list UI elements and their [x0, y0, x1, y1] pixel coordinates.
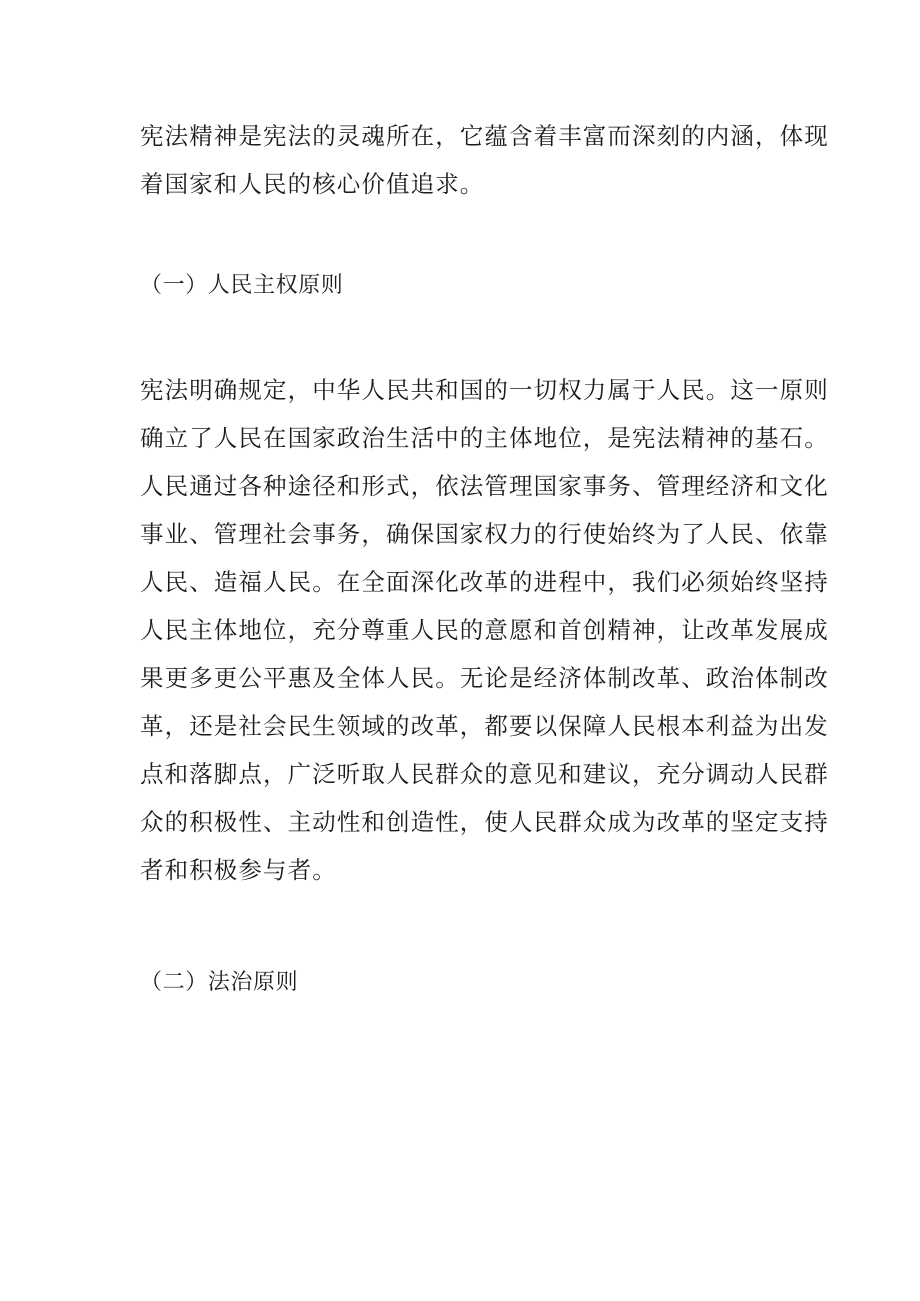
section-1-line-11: 者和积极参与者。 [140, 856, 337, 884]
section-1-line-3: 人民通过各种途径和形式，依法管理国家事务、管理经济和文化 [140, 472, 829, 500]
section-2-heading: （二）法治原则 [140, 970, 299, 995]
section-1-line-6: 人民主体地位，充分尊重人民的意愿和首创精神，让改革发展成 [140, 616, 829, 644]
intro-line-2: 着国家和人民的核心价值追求。 [140, 170, 485, 198]
section-1-line-1: 宪法明确规定，中华人民共和国的一切权力属于人民。这一原则 [140, 376, 829, 404]
section-1-line-10: 众的积极性、主动性和创造性，使人民群众成为改革的坚定支持 [140, 808, 829, 836]
section-1-line-7: 果更多更公平惠及全体人民。无论是经济体制改革、政治体制改 [140, 664, 829, 692]
section-1-heading: （一）人民主权原则 [140, 273, 344, 298]
section-1-line-5: 人民、造福人民。在全面深化改革的进程中，我们必须始终坚持 [140, 568, 829, 596]
section-1-line-9: 点和落脚点，广泛听取人民群众的意见和建议，充分调动人民群 [140, 760, 829, 788]
section-1-line-2: 确立了人民在国家政治生活中的主体地位，是宪法精神的基石。 [140, 424, 829, 452]
section-1-line-4: 事业、管理社会事务，确保国家权力的行使始终为了人民、依靠 [140, 520, 829, 548]
section-1-line-8: 革，还是社会民生领域的改革，都要以保障人民根本利益为出发 [140, 712, 829, 740]
intro-line-1: 宪法精神是宪法的灵魂所在，它蕴含着丰富而深刻的内涵，体现 [140, 122, 829, 150]
